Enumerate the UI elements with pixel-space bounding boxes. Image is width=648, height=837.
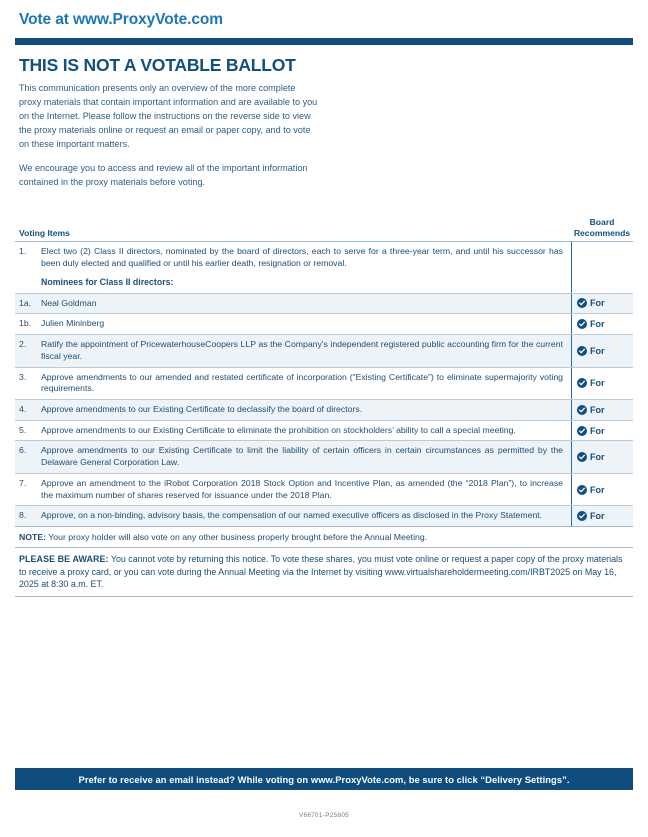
row-subheading: Nominees for Class II directors: (41, 276, 174, 287)
recommendation-label: For (590, 425, 605, 436)
footer-banner (15, 768, 633, 790)
row-description: Approve amendments to our Existing Certificate to declassify the board of directors. (41, 404, 363, 415)
intro-paragraph-2: We encourage you to access and review all of the important information contained in the proxy materials before voting. (19, 163, 308, 188)
col-header-board-line1: Board (589, 217, 615, 228)
row-number: 2. (19, 339, 27, 350)
recommendation-label: For (590, 404, 605, 415)
table-row (15, 400, 633, 421)
row-recommendation (571, 474, 633, 505)
table-row (15, 506, 633, 526)
recommendation-label: For (590, 511, 605, 522)
row-recommendation (571, 506, 633, 526)
document-code: V66701-P25605 (298, 812, 350, 819)
col-header-voting-items: Voting Items (19, 228, 70, 239)
table-row (15, 294, 633, 315)
row-recommendation (571, 335, 633, 366)
row-number: 5. (19, 424, 27, 435)
check-circle-icon (577, 485, 587, 495)
voting-items-table (15, 241, 633, 527)
table-row (15, 421, 633, 442)
check-circle-icon (577, 378, 587, 388)
check-circle-icon (577, 298, 587, 308)
note-section (15, 527, 633, 548)
row-recommendation (571, 441, 633, 472)
row-recommendation (571, 421, 633, 441)
col-header-board-line2: Recommends (573, 227, 631, 238)
row-description: Approve amendments to our Existing Certificate to limit the liability of certain officers in certain circumstances as permitted by the Delaware General Corporation Law. (41, 445, 563, 468)
row-description (41, 242, 571, 292)
recommendation-label: For (590, 298, 605, 309)
recommendation-label: For (590, 378, 605, 389)
table-row (15, 474, 633, 506)
row-recommendation (571, 314, 633, 334)
header-divider-bar (15, 38, 633, 45)
footer-message: Prefer to receive an email instead? While voting on www.ProxyVote.com, be sure to click “Delivery Settings”. (78, 773, 570, 785)
recommendation-label: For (590, 484, 605, 495)
row-number: 7. (19, 477, 27, 488)
table-row (15, 441, 633, 473)
check-circle-icon (577, 319, 587, 329)
row-recommendation (571, 400, 633, 420)
intro-section (15, 45, 633, 189)
recommendation-label: For (590, 319, 605, 330)
headline: THIS IS NOT A VOTABLE BALLOT (19, 55, 296, 76)
aware-text: You cannot vote by returning this notice. To vote these shares, you must vote online or request a paper copy of the proxy materials to receive a proxy card, or you can vote during the Annual Meeting via the Internet by visiting www.virtualshareholdermeeting.com/IRBT2025 on May 16, 2025 at 8:30 a.m. ET. (19, 554, 623, 590)
row-recommendation (571, 294, 633, 314)
row-number: 3. (19, 371, 27, 382)
row-number: 1b. (19, 318, 32, 329)
row-number: 1a. (19, 297, 32, 308)
row-number: 4. (19, 404, 27, 415)
check-circle-icon (577, 452, 587, 462)
row-number: 8. (19, 510, 27, 521)
check-circle-icon (577, 426, 587, 436)
intro-paragraph-1: This communication presents only an overview of the more complete proxy materials that contain important information and are available to you on the Internet. Please follow the instructions on the reverse side to view the proxy materials online or request an email or paper copy, and to vote on these important matters. (19, 83, 318, 150)
row-description: Approve amendments to our Existing Certificate to eliminate the prohibition on stockholders’ ability to call a special meeting. (41, 424, 516, 435)
row-number: 1. (19, 246, 27, 257)
table-row (15, 368, 633, 400)
recommendation-label: For (590, 345, 605, 356)
table-column-headers (15, 217, 633, 241)
check-circle-icon (577, 405, 587, 415)
row-recommendation (571, 242, 633, 292)
aware-label: PLEASE BE AWARE: (19, 554, 109, 565)
note-text: Your proxy holder will also vote on any other business properly brought before the Annual Meeting. (46, 532, 428, 543)
row-recommendation (571, 368, 633, 399)
page-title: Vote at www.ProxyVote.com (19, 11, 223, 28)
col-header-board-recommends (571, 217, 633, 238)
table-row (15, 242, 633, 293)
row-description: Approve amendments to our amended and restated certificate of incorporation (“Existing Certificate”) to eliminate supermajority voting requirements. (41, 371, 563, 394)
table-row (15, 314, 633, 335)
row-description: Approve, on a non-binding, advisory basis, the compensation of our named executive officers as disclosed in the Proxy Statement. (41, 510, 543, 521)
table-row (15, 335, 633, 367)
row-text: Elect two (2) Class II directors, nominated by the board of directors, each to serve for a three-year term, and until his successor has been duly elected and qualified or until his earlier death, resignation or removal. (41, 246, 563, 268)
voting-items-section (15, 217, 633, 597)
row-number: 6. (19, 445, 27, 456)
check-circle-icon (577, 511, 587, 521)
row-description: Approve an amendment to the iRobot Corporation 2018 Stock Option and Incentive Plan, as amended (the “2018 Plan”), to increase the maximum number of shares reserved for issuance under the 2018 Plan. (41, 477, 563, 500)
check-circle-icon (577, 346, 587, 356)
row-description: Ratify the appointment of PricewaterhouseCoopers LLP as the Company's independent registered public accounting firm for the current fiscal year. (41, 339, 563, 361)
recommendation-label: For (590, 452, 605, 463)
row-description: Neal Goldman (41, 297, 97, 308)
note-label: NOTE: (19, 532, 47, 543)
row-description: Julien Mininberg (41, 318, 105, 329)
please-be-aware-section (15, 548, 633, 597)
